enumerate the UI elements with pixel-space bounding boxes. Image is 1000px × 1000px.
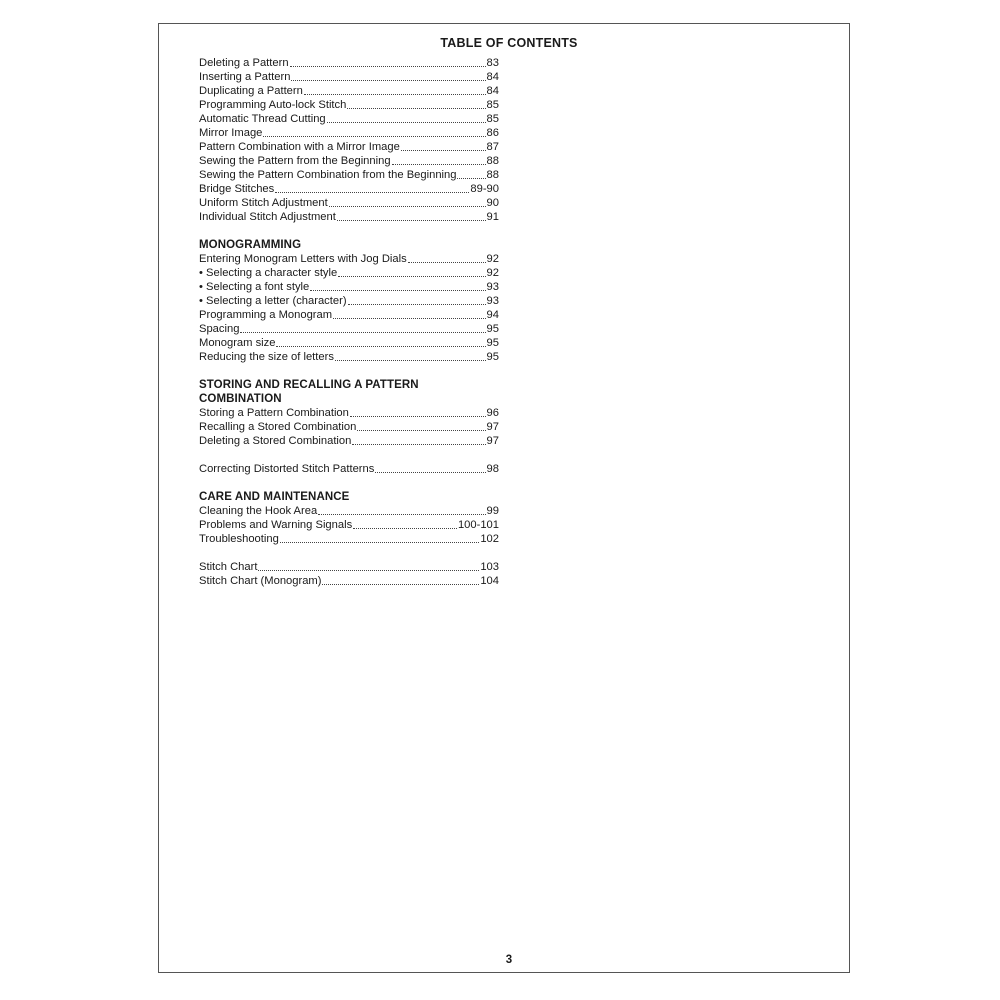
dot-leader <box>357 430 485 431</box>
dot-leader <box>338 276 485 277</box>
toc-entry-label: Pattern Combination with a Mirror Image <box>199 141 400 153</box>
toc-entry <box>199 56 499 70</box>
toc-entry <box>199 532 499 546</box>
toc-entry-label: Problems and Warning Signals <box>199 519 353 531</box>
toc-entry-label: Reducing the size of letters <box>199 351 334 363</box>
dot-leader <box>258 570 479 571</box>
section-spacer <box>199 448 499 462</box>
toc-entry <box>199 210 499 224</box>
toc-entry-page: 84 <box>486 85 499 97</box>
toc-entry <box>199 294 499 308</box>
dot-leader <box>322 584 479 585</box>
dot-leader <box>240 332 485 333</box>
toc-entry <box>199 266 499 280</box>
toc-entry-page: 92 <box>486 253 499 265</box>
dot-leader <box>401 150 486 151</box>
toc-entry-page: 93 <box>486 281 499 293</box>
toc-entry-label: Programming a Monogram <box>199 309 333 321</box>
toc-entry-page: 95 <box>486 337 499 349</box>
toc-entry-label: Monogram size <box>199 337 276 349</box>
toc-entry-page: 100-101 <box>457 519 499 531</box>
toc-entry <box>199 140 499 154</box>
toc-section <box>199 238 499 364</box>
toc-entry-page: 85 <box>486 113 499 125</box>
toc-entry <box>199 350 499 364</box>
toc-entry <box>199 112 499 126</box>
toc-entry-page: 97 <box>486 421 499 433</box>
dot-leader <box>291 80 485 81</box>
toc-entry-label: Deleting a Stored Combination <box>199 435 352 447</box>
toc-entry <box>199 168 499 182</box>
dot-leader <box>333 318 485 319</box>
toc-entry-page: 96 <box>486 407 499 419</box>
section-heading: CARE AND MAINTENANCE <box>199 491 350 503</box>
dot-leader <box>329 206 486 207</box>
toc-entry-label: Inserting a Pattern <box>199 71 291 83</box>
dot-leader <box>408 262 486 263</box>
toc-entry-label: Bridge Stitches <box>199 183 275 195</box>
dot-leader <box>375 472 485 473</box>
dot-leader <box>335 360 486 361</box>
toc-entry-label: Mirror Image <box>199 127 263 139</box>
toc-entry-label: • Selecting a character style <box>199 267 338 279</box>
toc-entry-label: Programming Auto-lock Stitch <box>199 99 347 111</box>
toc-entry <box>199 154 499 168</box>
toc-entry <box>199 98 499 112</box>
toc-entry-label: Uniform Stitch Adjustment <box>199 197 328 209</box>
dot-leader <box>347 108 485 109</box>
toc-entry-page: 95 <box>486 351 499 363</box>
toc-entry-page: 102 <box>480 533 499 545</box>
toc-entry <box>199 406 499 420</box>
dot-leader <box>318 514 485 515</box>
toc-entry-page: 94 <box>486 309 499 321</box>
section-heading: MONOGRAMMING <box>199 239 302 251</box>
toc-section <box>199 56 499 224</box>
page-number: 3 <box>505 954 513 966</box>
dot-leader <box>337 220 486 221</box>
dot-leader <box>353 528 457 529</box>
toc-entry-page: 103 <box>480 561 499 573</box>
dot-leader <box>392 164 486 165</box>
dot-leader <box>275 192 469 193</box>
toc-section <box>199 560 499 588</box>
toc-entry-label: Stitch Chart <box>199 561 258 573</box>
dot-leader <box>457 178 485 179</box>
toc-entry-page: 83 <box>486 57 499 69</box>
toc-entry-label: Spacing <box>199 323 240 335</box>
toc-entry-page: 87 <box>486 141 499 153</box>
toc-entry-page: 86 <box>486 127 499 139</box>
toc-entry <box>199 434 499 448</box>
toc-entry-page: 90 <box>486 197 499 209</box>
toc-entry-label: Recalling a Stored Combination <box>199 421 357 433</box>
toc-entry <box>199 70 499 84</box>
toc-entry-page: 88 <box>486 155 499 167</box>
dot-leader <box>263 136 485 137</box>
toc-section <box>199 378 499 448</box>
toc-entry <box>199 462 499 476</box>
toc-entry-label: Troubleshooting <box>199 533 279 545</box>
toc-entry-label: Storing a Pattern Combination <box>199 407 349 419</box>
dot-leader <box>327 122 486 123</box>
dot-leader <box>310 290 485 291</box>
toc-entry-page: 95 <box>486 323 499 335</box>
toc-entry-label: Automatic Thread Cutting <box>199 113 326 125</box>
toc-entry-label: • Selecting a letter (character) <box>199 295 347 307</box>
toc-entry-label: Cleaning the Hook Area <box>199 505 318 517</box>
toc-entry <box>199 420 499 434</box>
dot-leader <box>304 94 486 95</box>
toc-entry <box>199 308 499 322</box>
toc-entry <box>199 280 499 294</box>
section-spacer <box>199 476 499 490</box>
toc-entry-label: Entering Monogram Letters with Jog Dials <box>199 253 407 265</box>
section-spacer <box>199 546 499 560</box>
toc-entry <box>199 182 499 196</box>
toc-entry-page: 92 <box>486 267 499 279</box>
dot-leader <box>276 346 485 347</box>
toc-entry <box>199 322 499 336</box>
toc-entry-page: 88 <box>486 169 499 181</box>
toc-entry <box>199 518 499 532</box>
toc-entry-label: Sewing the Pattern from the Beginning <box>199 155 391 167</box>
toc-entry-page: 91 <box>486 211 499 223</box>
toc-entry-page: 85 <box>486 99 499 111</box>
dot-leader <box>280 542 480 543</box>
toc-entry-label: Individual Stitch Adjustment <box>199 211 336 223</box>
page-title: TABLE OF CONTENTS <box>440 36 578 50</box>
toc-entry-page: 104 <box>480 575 499 587</box>
document-page <box>158 23 850 973</box>
toc-entry <box>199 196 499 210</box>
toc-entry-page: 84 <box>486 71 499 83</box>
toc-entry-label: • Selecting a font style <box>199 281 310 293</box>
toc-section <box>199 462 499 476</box>
toc-section <box>199 490 499 546</box>
section-heading: STORING AND RECALLING A PATTERN COMBINATION <box>199 379 419 405</box>
toc-entry-label: Stitch Chart (Monogram) <box>199 575 322 587</box>
toc-entry-page: 93 <box>486 295 499 307</box>
toc-entry <box>199 84 499 98</box>
section-spacer <box>199 364 499 378</box>
toc-entry <box>199 126 499 140</box>
toc-entry-label: Sewing the Pattern Combination from the Beginning <box>199 169 457 181</box>
toc-entry <box>199 336 499 350</box>
dot-leader <box>290 66 486 67</box>
toc-entry-label: Deleting a Pattern <box>199 57 289 69</box>
dot-leader <box>348 304 486 305</box>
toc-entry-label: Duplicating a Pattern <box>199 85 303 97</box>
toc-entry-label: Correcting Distorted Stitch Patterns <box>199 463 375 475</box>
toc-entry-page: 98 <box>486 463 499 475</box>
toc-entry-page: 99 <box>486 505 499 517</box>
section-spacer <box>199 224 499 238</box>
dot-leader <box>352 444 485 445</box>
toc-entry <box>199 574 499 588</box>
toc-entry-page: 97 <box>486 435 499 447</box>
toc-entry <box>199 252 499 266</box>
toc-entry-page: 89-90 <box>470 183 499 195</box>
toc-entry <box>199 504 499 518</box>
toc-entry <box>199 560 499 574</box>
dot-leader <box>350 416 486 417</box>
table-of-contents <box>199 56 499 588</box>
